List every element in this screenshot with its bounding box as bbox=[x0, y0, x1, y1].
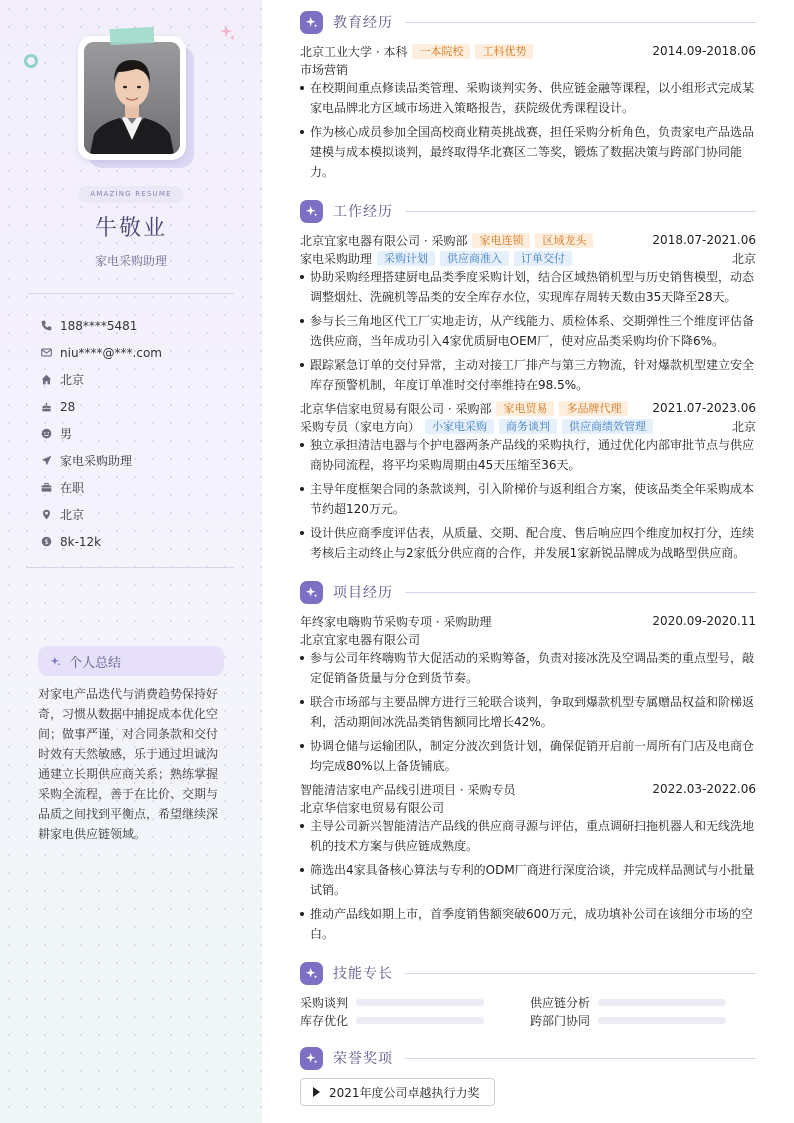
candidate-name: 牛敬业 bbox=[94, 216, 167, 241]
ring-decoration-icon bbox=[24, 54, 38, 68]
skill-bar bbox=[356, 999, 484, 1006]
project-name: 年终家电嗨购节采购专项 · 采购助理 bbox=[300, 614, 492, 629]
honor-label: 2021年度公司卓越执行力奖 bbox=[329, 1085, 480, 1100]
job-tag: 小家电采购 bbox=[425, 419, 494, 434]
project-org-row bbox=[300, 798, 756, 816]
job-header bbox=[300, 231, 756, 249]
job-bullets bbox=[300, 267, 756, 399]
list-item: 独立承担清洁电器与个护电器两条产品线的采购执行，通过优化内部审批节点与供应商协同流程，将平均采购周期由45天压缩至36天。 bbox=[300, 435, 756, 475]
project-header bbox=[300, 780, 756, 798]
sidebar-divider bbox=[28, 293, 234, 294]
contact-email: niu****@***.com bbox=[40, 339, 162, 366]
contact-list bbox=[40, 312, 162, 555]
list-item: 筛选出4家具备核心算法与专利的ODM厂商进行深度洽谈，并完成样品测试与小批量试销。 bbox=[300, 860, 756, 900]
company-badge: 区域龙头 bbox=[535, 233, 593, 248]
send-icon bbox=[40, 455, 52, 467]
project-bullets bbox=[300, 648, 756, 780]
sparkle-icon bbox=[300, 962, 323, 985]
section-title: 工作经历 bbox=[333, 204, 393, 220]
sparkle-icon bbox=[300, 200, 323, 223]
contact-gender: 男 bbox=[40, 420, 162, 447]
project-date: 2022.03-2022.06 bbox=[652, 782, 756, 796]
section-title: 项目经历 bbox=[333, 585, 393, 601]
section-title: 教育经历 bbox=[333, 15, 393, 31]
skill-bar bbox=[598, 999, 726, 1006]
company-name: 北京宜家电器有限公司 · 采购部 bbox=[300, 233, 468, 248]
list-item: 协调仓储与运输团队，制定分波次到货计划，确保促销开启前一周所有门店及电商仓均完成80%以上备货铺底。 bbox=[300, 736, 756, 776]
job-position: 家电采购助理 bbox=[300, 251, 373, 266]
sparkle-icon bbox=[300, 11, 323, 34]
list-item: 主导公司新兴智能清洁产品线的供应商寻源与评估，重点调研扫拖机器人和无线洗地机的技术方案与供应链成熟度。 bbox=[300, 816, 756, 856]
company-badge: 家电连锁 bbox=[472, 233, 530, 248]
list-item: 联合市场部与主要品牌方进行三轮联合谈判，争取到爆款机型专属赠品权益和阶梯返利，活动期间冰洗品类销售额同比增长42%。 bbox=[300, 692, 756, 732]
contact-phone: 188****5481 bbox=[40, 312, 162, 339]
skill-name: 库存优化 bbox=[300, 1013, 349, 1028]
project-header bbox=[300, 612, 756, 630]
candidate-role: 家电采购助理 bbox=[94, 254, 167, 268]
job-position-row bbox=[300, 417, 756, 435]
education-major: 市场营销 bbox=[300, 62, 349, 77]
job-city: 北京 bbox=[731, 419, 756, 434]
project-bullets bbox=[300, 816, 756, 948]
company-name: 北京华信家电贸易有限公司 · 采购部 bbox=[300, 401, 492, 416]
sparkle-decoration-icon bbox=[219, 24, 237, 42]
job-header bbox=[300, 399, 756, 417]
list-item: 参与长三角地区代工厂实地走访，从产线能力、质检体系、交期弹性三个维度评估备选供应商，当年成功引入4家优质厨电OEM厂，使对应品类采购均价下降6%。 bbox=[300, 311, 756, 351]
contact-age: 28 bbox=[40, 393, 162, 420]
cake-icon bbox=[40, 401, 52, 413]
job-tag: 供应商绩效管理 bbox=[562, 419, 653, 434]
list-item: 跟踪紧急订单的交付异常，主动对接工厂排产与第三方物流，针对爆款机型建立安全库存预警机制，年度订单准时交付率维持在98.5%。 bbox=[300, 355, 756, 395]
contact-salary: $ 8k-12k bbox=[40, 528, 162, 555]
svg-text:$: $ bbox=[43, 537, 49, 546]
list-item: 推动产品线如期上市，首季度销售额突破600万元，成功填补公司在该细分市场的空白。 bbox=[300, 904, 756, 944]
section-title: 技能专长 bbox=[333, 966, 393, 982]
skill-bar bbox=[356, 1017, 484, 1024]
section-projects bbox=[300, 580, 756, 604]
honor-item bbox=[300, 1078, 495, 1106]
project-date: 2020.09-2020.11 bbox=[652, 614, 756, 628]
avatar bbox=[84, 42, 180, 154]
job-position-row bbox=[300, 249, 756, 267]
triangle-right-icon bbox=[313, 1087, 320, 1097]
briefcase-icon bbox=[40, 482, 52, 494]
education-date: 2014.09-2018.06 bbox=[652, 44, 756, 58]
company-badge: 多品牌代理 bbox=[559, 401, 628, 416]
skill-bar bbox=[598, 1017, 726, 1024]
gender-icon bbox=[40, 428, 52, 440]
list-item: 作为核心成员参加全国高校商业精英挑战赛，担任采购分析角色，负责家电产品选品建模与成本模拟谈判，最终取得华北赛区二等奖，锻炼了数据决策与跨部门协同能力。 bbox=[300, 122, 756, 182]
project-name: 智能清洁家电产品线引进项目 · 采购专员 bbox=[300, 782, 516, 797]
sparkle-icon bbox=[300, 581, 323, 604]
education-bullets bbox=[300, 78, 756, 186]
contact-target-role: 家电采购助理 bbox=[40, 447, 162, 474]
section-skills bbox=[300, 961, 756, 985]
location-pin-icon bbox=[40, 509, 52, 521]
section-work bbox=[300, 199, 756, 223]
sidebar-divider bbox=[28, 567, 234, 568]
list-item: 参与公司年终嗨购节大促活动的采购筹备，负责对接冰洗及空调品类的重点型号，敲定促销备货量与分仓到货节奏。 bbox=[300, 648, 756, 688]
project-org: 北京宜家电器有限公司 bbox=[300, 632, 421, 647]
job-city: 北京 bbox=[731, 251, 756, 266]
skill-name: 供应链分析 bbox=[530, 995, 591, 1010]
tape-decoration bbox=[110, 27, 155, 45]
summary-text: 对家电产品迭代与消费趋势保持好奇，习惯从数据中捕捉成本优化空间；做事严谨，对合同条款和交付时效有天然敏感，乐于通过坦诚沟通建立长期供应商关系；熟练掌握采购全流程，善于在比价、交期与品质之间找到平衡点，希望继续深耕家电供应链领域。 bbox=[38, 687, 219, 841]
education-header bbox=[300, 42, 756, 60]
resume-tag: AMAZING RESUME bbox=[79, 186, 183, 203]
skill-item bbox=[300, 993, 484, 1011]
list-item: 设计供应商季度评估表，从质量、交期、配合度、售后响应四个维度加权打分，连续考核后主动终止与2家低分供应商的合作，并发展1家新锐品牌成为战略型供应商。 bbox=[300, 523, 756, 563]
contact-location: 北京 bbox=[40, 501, 162, 528]
salary-icon bbox=[40, 536, 52, 548]
section-title: 荣誉奖项 bbox=[333, 1051, 393, 1067]
skill-item bbox=[530, 1011, 726, 1029]
phone-icon bbox=[40, 320, 52, 332]
profile-photo bbox=[78, 36, 190, 162]
skill-item bbox=[530, 993, 726, 1011]
home-icon bbox=[40, 374, 52, 386]
sparkle-icon bbox=[50, 656, 61, 667]
job-tag: 商务谈判 bbox=[499, 419, 557, 434]
school-name: 北京工业大学 · 本科 bbox=[300, 44, 408, 59]
contact-city: 北京 bbox=[40, 366, 162, 393]
list-item: 协助采购经理搭建厨电品类季度采购计划，结合区域热销机型与历史销售模型，动态调整烟灶、洗碗机等品类的安全库存水位，实现库存周转天数由35天降至28天。 bbox=[300, 267, 756, 307]
job-date: 2018.07-2021.06 bbox=[652, 233, 756, 247]
section-honors bbox=[300, 1046, 756, 1070]
job-position: 采购专员（家电方向） bbox=[300, 419, 421, 434]
job-tag: 采购计划 bbox=[377, 251, 435, 266]
sidebar bbox=[0, 0, 262, 1123]
summary-header: 个人总结 bbox=[38, 646, 224, 676]
skill-name: 跨部门协同 bbox=[530, 1013, 591, 1028]
sparkle-icon bbox=[300, 1047, 323, 1070]
school-badge: 一本院校 bbox=[412, 44, 470, 59]
mail-icon bbox=[40, 347, 52, 359]
contact-status: 在职 bbox=[40, 474, 162, 501]
skill-name: 采购谈判 bbox=[300, 995, 349, 1010]
section-education bbox=[300, 10, 756, 34]
project-org-row bbox=[300, 630, 756, 648]
school-badge: 工科优势 bbox=[475, 44, 533, 59]
education-major-row bbox=[300, 60, 756, 78]
job-bullets bbox=[300, 435, 756, 567]
project-org: 北京华信家电贸易有限公司 bbox=[300, 800, 445, 815]
list-item: 在校期间重点修读品类管理、采购谈判实务、供应链金融等课程，以小组形式完成某家电品牌北方区域市场进入策略报告，获院级优秀课程设计。 bbox=[300, 78, 756, 118]
job-date: 2021.07-2023.06 bbox=[652, 401, 756, 415]
job-tag: 供应商准入 bbox=[440, 251, 509, 266]
job-tag: 订单交付 bbox=[514, 251, 572, 266]
company-badge: 家电贸易 bbox=[496, 401, 554, 416]
skill-item bbox=[300, 1011, 484, 1029]
list-item: 主导年度框架合同的条款谈判，引入阶梯价与返利组合方案，使该品类全年采购成本节约超120万元。 bbox=[300, 479, 756, 519]
